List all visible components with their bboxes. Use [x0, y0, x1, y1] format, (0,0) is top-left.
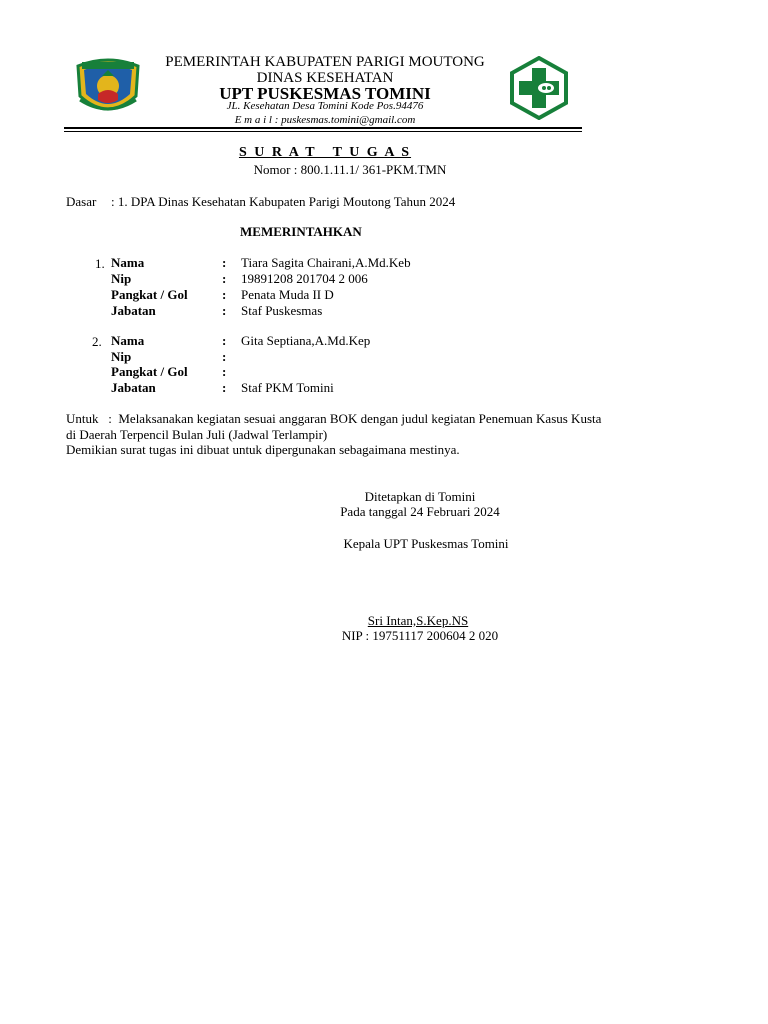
- signature-place: Ditetapkan di Tomini: [364, 489, 476, 504]
- person-1-name-label: Nama: [111, 255, 145, 270]
- person-1-name-colon: :: [222, 255, 227, 270]
- person-1-name-value: Tiara Sagita Chairani,A.Md.Keb: [241, 255, 411, 270]
- person-2-name-label: Nama: [111, 333, 145, 348]
- person-1-position-value: Staf Puskesmas: [241, 303, 323, 318]
- person-2-name-colon: :: [222, 333, 227, 348]
- signatory-nip: NIP : 19751117 200604 2 020: [341, 628, 499, 643]
- person-2-rank-label: Pangkat / Gol: [111, 364, 188, 379]
- signature-date: Pada tanggal 24 Februari 2024: [340, 504, 500, 519]
- document-number: Nomor : 800.1.11.1/ 361-PKM.TMN: [253, 162, 447, 177]
- document-title: S U R A T T U G A S: [238, 145, 412, 160]
- person-2-number: 2.: [92, 334, 102, 349]
- person-2-position-label: Jabatan: [111, 380, 156, 395]
- person-2-nip-label: Nip: [111, 349, 132, 364]
- person-2-rank-colon: :: [222, 364, 227, 379]
- person-1-rank-label: Pangkat / Gol: [111, 287, 188, 302]
- person-2-position-colon: :: [222, 380, 227, 395]
- person-1-number: 1.: [95, 256, 105, 271]
- memerintahkan-heading: MEMERINTAHKAN: [240, 224, 362, 239]
- signatory-name: [298, 613, 538, 629]
- person-2-name-value: Gita Septiana,A.Md.Kep: [241, 333, 371, 348]
- person-1-nip-colon: :: [222, 271, 227, 286]
- untuk-line-1: Untuk : Melaksanakan kegiatan sesuai anggaran BOK dengan judul kegiatan Penemuan Kasus Kusta: [66, 411, 602, 426]
- header-institution: UPT PUSKESMAS TOMINI: [219, 84, 431, 103]
- person-1-rank-value: Penata Muda II D: [241, 287, 334, 302]
- header-government: PEMERINTAH KABUPATEN PARIGI MOUTONG: [165, 54, 485, 70]
- signature-position: Kepala UPT Puskesmas Tomini: [343, 536, 509, 551]
- header-department: DINAS KESEHATAN: [256, 70, 394, 86]
- header-divider-thick: [64, 127, 582, 129]
- header-email: E m a i l : puskesmas.tomini@gmail.com: [234, 114, 416, 126]
- signatory-name-text: Sri Intan,S.Kep.NS: [367, 613, 469, 628]
- person-2-nip-colon: :: [222, 349, 227, 364]
- header-address: JL. Kesehatan Desa Tomini Kode Pos.94476: [226, 100, 424, 112]
- person-1-position-label: Jabatan: [111, 303, 156, 318]
- dasar-text: : 1. DPA Dinas Kesehatan Kabupaten Parigi Moutong Tahun 2024: [111, 194, 456, 209]
- person-1-position-colon: :: [222, 303, 227, 318]
- closing-sentence: Demikian surat tugas ini dibuat untuk dipergunakan sebagaimana mestinya.: [66, 442, 460, 457]
- person-1-nip-value: 19891208 201704 2 006: [241, 271, 368, 286]
- dasar-label: Dasar: [66, 194, 97, 209]
- person-2-position-value: Staf PKM Tomini: [241, 380, 334, 395]
- person-1-nip-label: Nip: [111, 271, 132, 286]
- person-1-rank-colon: :: [222, 287, 227, 302]
- header-divider-thin: [64, 131, 582, 132]
- untuk-line-2: di Daerah Terpencil Bulan Juli (Jadwal Terlampir): [66, 427, 328, 442]
